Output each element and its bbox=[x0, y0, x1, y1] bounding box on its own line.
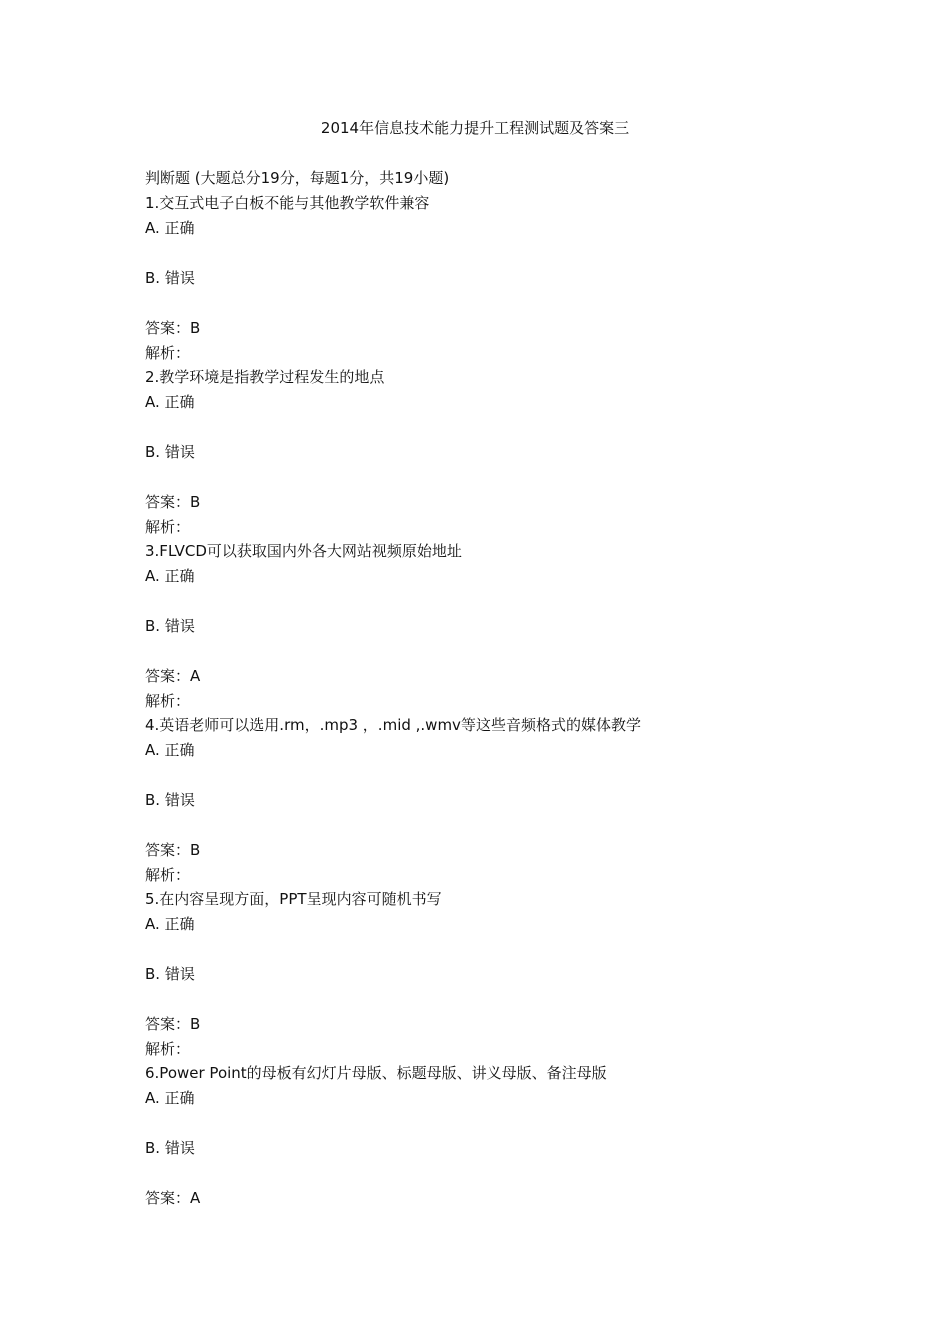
analysis-line: 解析： bbox=[145, 692, 191, 710]
option-b: B. 错误 bbox=[145, 617, 195, 635]
option-b: B. 错误 bbox=[145, 791, 195, 809]
question-text: 6.Power Point的母板有幻灯片母版、标题母版、讲义母版、备注母版 bbox=[145, 1064, 607, 1082]
document-title: 2014年信息技术能力提升工程测试题及答案三 bbox=[320, 119, 630, 137]
option-b: B. 错误 bbox=[145, 269, 195, 287]
option-b: B. 错误 bbox=[145, 443, 195, 461]
question-text: 5.在内容呈现方面，PPT呈现内容可随机书写 bbox=[145, 890, 442, 908]
question-text: 2.教学环境是指教学过程发生的地点 bbox=[145, 368, 385, 386]
option-a: A. 正确 bbox=[145, 219, 195, 237]
option-a: A. 正确 bbox=[145, 915, 195, 933]
question-text: 3.FLVCD可以获取国内外各大网站视频原始地址 bbox=[145, 542, 462, 560]
analysis-line: 解析： bbox=[145, 518, 191, 536]
option-a: A. 正确 bbox=[145, 393, 195, 411]
answer-line: 答案：B bbox=[145, 319, 201, 337]
section-header: 判断题 (大题总分19分，每题1分，共19小题) bbox=[145, 169, 450, 187]
analysis-line: 解析： bbox=[145, 344, 191, 362]
question-text: 1.交互式电子白板不能与其他教学软件兼容 bbox=[145, 194, 430, 212]
option-a: A. 正确 bbox=[145, 1089, 195, 1107]
option-b: B. 错误 bbox=[145, 965, 195, 983]
answer-line: 答案：B bbox=[145, 1015, 201, 1033]
option-a: A. 正确 bbox=[145, 567, 195, 585]
option-a: A. 正确 bbox=[145, 741, 195, 759]
question-text: 4.英语老师可以选用.rm，.mp3 ，.mid ,.wmv等这些音频格式的媒体教学 bbox=[145, 716, 641, 734]
answer-line: 答案：B bbox=[145, 841, 201, 859]
option-b: B. 错误 bbox=[145, 1139, 195, 1157]
analysis-line: 解析： bbox=[145, 866, 191, 884]
answer-line: 答案：B bbox=[145, 493, 201, 511]
answer-line: 答案：A bbox=[145, 667, 201, 685]
analysis-line: 解析： bbox=[145, 1040, 191, 1058]
answer-line: 答案：A bbox=[145, 1189, 201, 1207]
